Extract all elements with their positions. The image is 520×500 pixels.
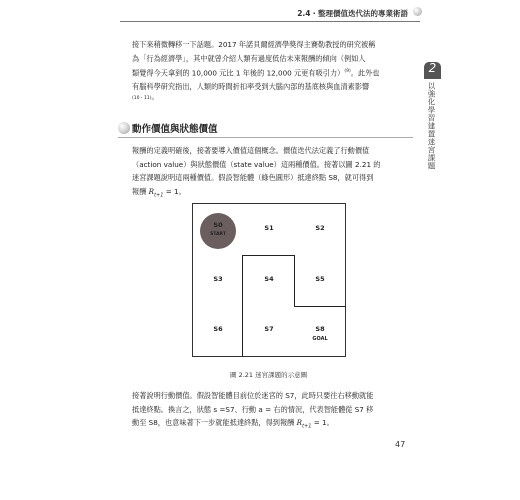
intro-line-3-text: 類覺得今天拿到的 10,000 元比 1 年後的 12,000 元更有吸引力）	[132, 68, 345, 78]
agent-circle	[200, 213, 236, 249]
intro-line-1: 接下來稍微轉移一下話題。2017 年諾貝爾經濟學獎得主賽勒教授的研究被稱	[132, 40, 376, 49]
section-line-3: 迷宮課題說明這兩種價值。假設智能體（綠色圓形）抵達終點 S8，就可得到	[132, 173, 374, 182]
closing-line-2: 抵達終點。換言之，狀態 s =S7、行動 a = 右的情況，代表智能體從 S7 移	[132, 404, 374, 414]
figure-caption: 圖 2.21 迷宮課題的示意圖	[230, 371, 308, 379]
header-rule	[120, 21, 420, 22]
cell-s8: S8	[315, 325, 325, 333]
chapter-title-vertical: 以強化學習建置迷宮課題	[427, 82, 436, 170]
cell-s7: S7	[264, 325, 274, 333]
cell-s1: S1	[264, 224, 274, 232]
closing-formula-tail: = 1。	[311, 418, 334, 427]
formula-tail: = 1。	[163, 186, 186, 196]
maze-wall-right-horizontal	[294, 306, 346, 307]
section-bullet-icon	[118, 122, 130, 134]
cell-s0: S0	[213, 221, 223, 229]
cell-s4: S4	[264, 275, 274, 283]
section-line-1: 報酬的定義明確後，接著要導入價值這個概念。價值迭代法定義了行動價值	[132, 146, 370, 155]
formula-r: R	[148, 186, 155, 196]
start-label: START	[210, 232, 226, 237]
section-rule	[118, 137, 413, 138]
section-line-4	[132, 185, 414, 203]
closing-paragraph	[132, 389, 414, 434]
section-line-2: （action value）與狀態價值（state value）這兩種價值。接著以圖 2.21 的	[132, 159, 381, 169]
maze-wall-right-vertical	[294, 255, 295, 306]
maze-wall-top-middle	[242, 255, 295, 256]
intro-line-5	[132, 93, 414, 102]
citation-10-11: (10・11)	[132, 96, 152, 102]
intro-line-3-tail: 。此外也	[350, 68, 380, 78]
cell-s2: S2	[315, 224, 325, 232]
citation-9: (9)	[344, 69, 351, 74]
intro-line-5-tail: 。	[151, 92, 159, 102]
cell-s5: S5	[315, 275, 325, 283]
running-header: 2.4・整理價值迭代法的專業術語	[297, 9, 408, 18]
cell-s6: S6	[213, 325, 223, 333]
intro-line-4: 有腦科學研究指出，人類的時間折扣率受到大腦內部的基底核與血清素影響	[132, 81, 370, 91]
maze-figure	[192, 203, 346, 357]
cell-s3: S3	[213, 275, 223, 283]
closing-line-3-text: 動至 S8，也意味著下一步就能抵達終點，得到報酬	[132, 418, 297, 427]
intro-line-3	[132, 65, 414, 80]
section-paragraph	[132, 144, 414, 202]
closing-line-3	[132, 416, 414, 434]
maze-wall-left-vertical	[242, 255, 243, 357]
intro-paragraph	[132, 38, 414, 102]
closing-formula-sub: t+1	[302, 423, 312, 430]
intro-line-2: 為「行為經濟學」，其中就曾介紹人類有過度低估未來報酬的傾向（例如人	[132, 53, 366, 63]
chapter-number: 2	[428, 61, 437, 75]
goal-label: GOAL	[312, 336, 328, 342]
closing-formula-r: R	[296, 418, 303, 427]
formula-prefix: 報酬	[132, 186, 149, 196]
formula-sub: t+1	[154, 191, 164, 198]
closing-line-1: 接著說明行動價值。假設智能體目前位於迷宮的 S7，此時只要往右移動就能	[132, 391, 374, 400]
page-number: 47	[395, 440, 406, 449]
header-bullet-icon	[413, 7, 422, 16]
section-title: 動作價值與狀態價值	[132, 124, 218, 135]
